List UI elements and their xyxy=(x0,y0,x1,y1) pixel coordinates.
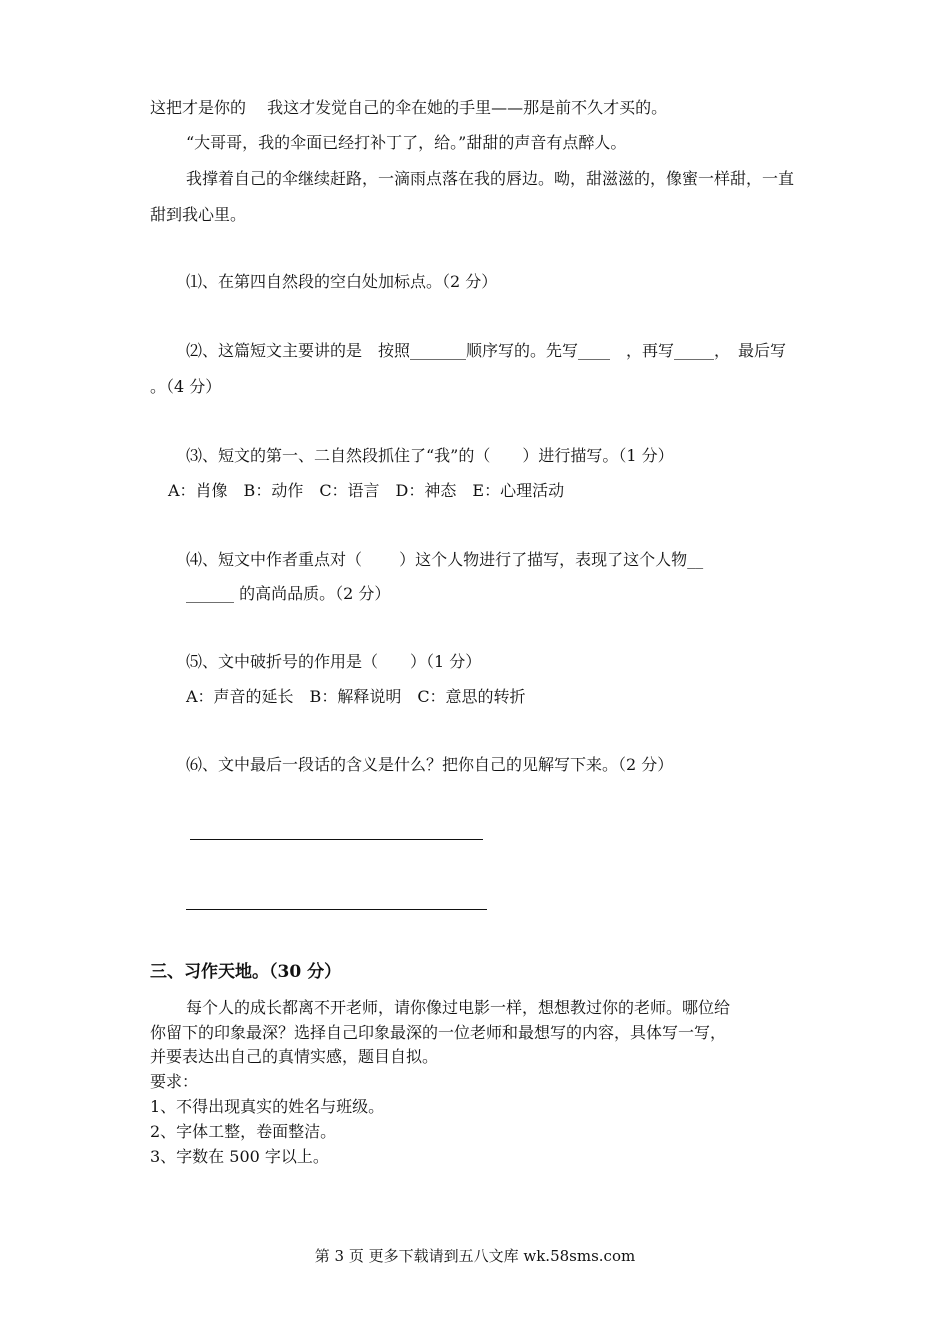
question-5: ⑸、文中破折号的作用是（ ）（1 分） xyxy=(186,652,482,671)
requirements-label: 要求： xyxy=(150,1072,199,1091)
passage-paragraph-1: 这把才是你的 我这才发觉自己的伞在她的手里——那是前不久才买的。 xyxy=(150,98,668,117)
question-5-options: A：声音的延长 B：解释说明 C：意思的转折 xyxy=(186,687,526,706)
section-3-body-line-2: 你留下的印象最深？选择自己印象最深的一位老师和最想写的内容，具体写一写， xyxy=(150,1023,727,1042)
passage-paragraph-3-line-2: 甜到我心里。 xyxy=(150,205,247,224)
requirement-3: 3、字数在 500 字以上。 xyxy=(150,1147,329,1166)
question-2-line-2: 。（4 分） xyxy=(150,377,222,396)
page-footer: 第 3 页 更多下载请到五八文库 wk.58sms.com xyxy=(314,1247,636,1265)
question-4-line-1: ⑷、短文中作者重点对（ ）这个人物进行了描写，表现了这个人物__ xyxy=(186,550,704,569)
section-3-body-line-3: 并要表达出自己的真情实感，题目自拟。 xyxy=(150,1047,439,1066)
section-3-title: 三、习作天地。（30 分） xyxy=(150,962,342,982)
question-1: ⑴、在第四自然段的空白处加标点。（2 分） xyxy=(186,272,498,291)
requirement-1: 1、不得出现真实的姓名与班级。 xyxy=(150,1097,385,1116)
requirement-2: 2、字体工整，卷面整洁。 xyxy=(150,1122,337,1141)
question-6: ⑹、文中最后一段话的含义是什么？把你自己的见解写下来。（2 分） xyxy=(186,755,674,774)
question-3-options: A：肖像 B：动作 C：语言 D：神态 E：心理活动 xyxy=(168,481,565,500)
answer-line-2[interactable] xyxy=(186,909,487,910)
question-3: ⑶、短文的第一、二自然段抓住了“我”的（ ）进行描写。（1 分） xyxy=(186,446,674,465)
passage-paragraph-3-line-1: 我撑着自己的伞继续赶路，一滴雨点落在我的唇边。呦，甜滋滋的，像蜜一样甜，一直 xyxy=(186,169,795,188)
question-4-line-2: ______ 的高尚品质。（2 分） xyxy=(186,584,391,603)
answer-line-1[interactable] xyxy=(190,839,483,840)
section-3-body-line-1: 每个人的成长都离不开老师，请你像过电影一样，想想教过你的老师。哪位给 xyxy=(186,998,731,1017)
question-2-line-1: ⑵、这篇短文主要讲的是 按照_______顺序写的。先写____ ，再写_____， 最后写 xyxy=(186,341,787,360)
passage-paragraph-2: “大哥哥，我的伞面已经打补丁了，给。”甜甜的声音有点醉人。 xyxy=(186,133,627,152)
